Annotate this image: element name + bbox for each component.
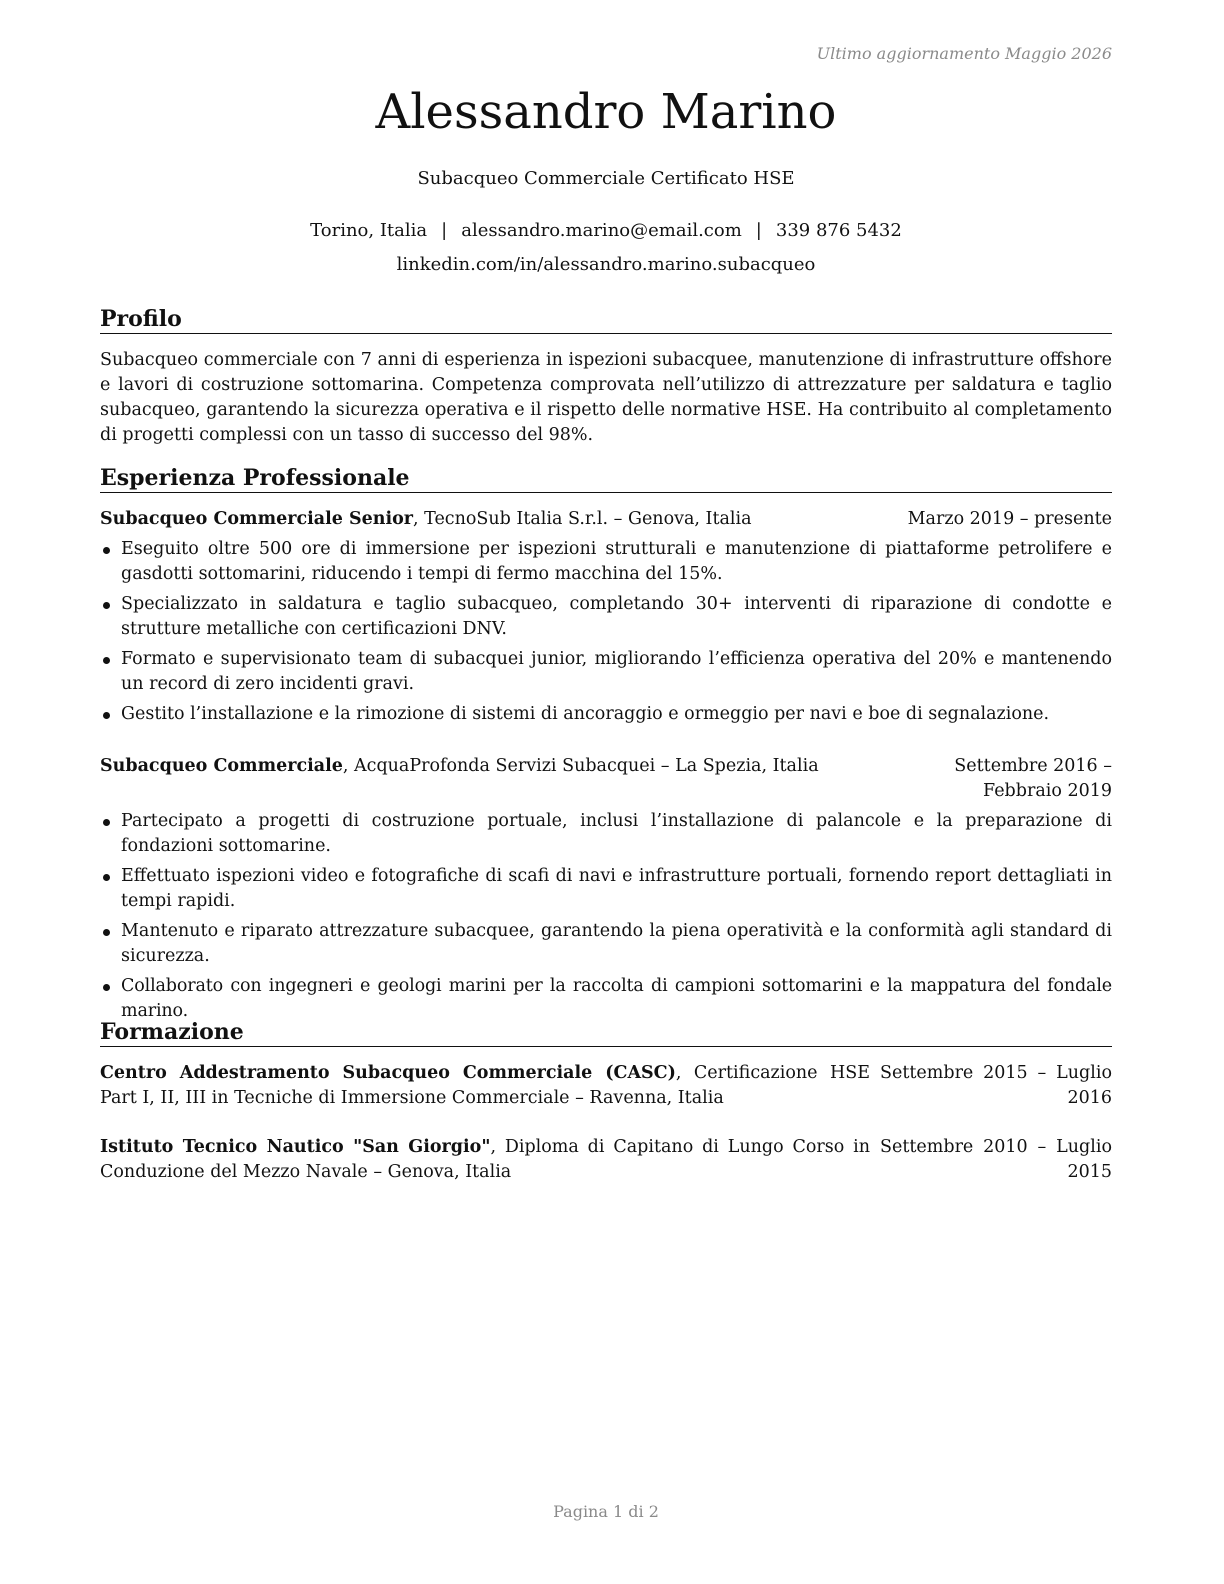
education-dates: Settembre 2010 – Luglio 2015 (880, 1137, 1112, 1182)
contact-separator: | (441, 220, 448, 241)
list-item: Mantenuto e riparato attrezzature subacquee, garantendo la piena operatività e la conformità agli standard di sicurezza. (100, 919, 1112, 969)
bullet-icon (103, 712, 110, 719)
linkedin-link[interactable]: linkedin.com/in/alessandro.marino.subacqueo (396, 254, 816, 275)
job-company: , AcquaProfonda Servizi Subacquei – La Spezia, Italia (342, 756, 819, 776)
bullet-icon (103, 657, 110, 664)
list-item: Collaborato con ingegneri e geologi marini per la raccolta di campioni sottomarini e la mappatura del fondale marino. (100, 974, 1112, 1024)
job-title-line (100, 507, 752, 532)
section-title-experience: Esperienza Professionale (100, 464, 1112, 493)
school-name: Istituto Tecnico Nautico "San Giorgio" (100, 1137, 491, 1157)
resume-page (100, 0, 1112, 1584)
list-item: Specializzato in saldatura e taglio subacqueo, completando 30+ interventi di riparazione di condotte e strutture metalliche con certificazioni DNV. (100, 592, 1112, 642)
phone-number: 339 876 5432 (775, 220, 902, 241)
bullet-icon (103, 984, 110, 991)
list-item: Eseguito oltre 500 ore di immersione per ispezioni strutturali e manutenzione di piattaforme petrolifere e gasdotti sottomarini, riducendo i tempi di fermo macchina del 15%. (100, 537, 1112, 587)
education-text (100, 1135, 870, 1185)
candidate-name: Alessandro Marino (375, 84, 837, 140)
job-title-line (100, 754, 819, 779)
candidate-title: Subacqueo Commerciale Certificato HSE (417, 168, 795, 189)
list-item: Partecipato a progetti di costruzione portuale, inclusi l’installazione di palancole e la preparazione di fondazioni sottomarine. (100, 809, 1112, 859)
section-title-education: Formazione (100, 1018, 1112, 1047)
bullet-icon (103, 602, 110, 609)
location: Torino, Italia (310, 220, 428, 241)
list-item: Effettuato ispezioni video e fotografiche di scafi di navi e infrastrutture portuali, fornendo report dettagliati in tempi rapidi. (100, 864, 1112, 914)
education-text (100, 1061, 870, 1111)
job-bullets (100, 537, 1112, 732)
job-dates: Marzo 2019 – presente (907, 509, 1112, 529)
bullet-icon (103, 929, 110, 936)
bullet-icon (103, 874, 110, 881)
contact-separator: | (755, 220, 762, 241)
degree-detail: , Certificazione HSE Part I, II, III in Tecniche di Immersione Commerciale – Ravenna, Italia (100, 1063, 870, 1108)
job-role: Subacqueo Commerciale Senior (100, 509, 413, 529)
list-item: Gestito l’installazione e la rimozione di sistemi di ancoraggio e ormeggio per navi e boe di segnalazione. (100, 702, 1112, 727)
education-dates: Settembre 2015 – Luglio 2016 (880, 1063, 1112, 1108)
page-number: Pagina 1 di 2 (553, 1502, 659, 1521)
contact-line (100, 220, 1112, 241)
job-role: Subacqueo Commerciale (100, 756, 343, 776)
section-title-profile: Profilo (100, 305, 1112, 334)
list-item: Formato e supervisionato team di subacquei junior, migliorando l’efficienza operativa del 20% e mantenendo un record di zero incidenti gravi. (100, 647, 1112, 697)
job-company: , TecnoSub Italia S.r.l. – Genova, Italia (413, 509, 752, 529)
bullet-icon (103, 819, 110, 826)
job-dates: Settembre 2016 – Febbraio 2019 (954, 756, 1112, 801)
email-link[interactable]: alessandro.marino@email.com (461, 220, 742, 241)
degree-detail: , Diploma di Capitano di Lungo Corso in Conduzione del Mezzo Navale – Genova, Italia (100, 1137, 870, 1182)
last-updated: Ultimo aggiornamento Maggio 2026 (816, 44, 1112, 63)
profile-text: Subacqueo commerciale con 7 anni di esperienza in ispezioni subacquee, manutenzione di infrastrutture offshore e lavori di costruzione sottomarina. Competenza comprovata nell’utilizzo di attrezzature per saldatura e taglio subacqueo, garantendo la sicurezza operativa e il rispetto delle normative HSE. Ha contribuito al completamento di progetti complessi con un tasso di successo del 98%. (100, 350, 1112, 445)
bullet-icon (103, 547, 110, 554)
school-name: Centro Addestramento Subacqueo Commerciale (CASC) (100, 1063, 676, 1083)
job-bullets (100, 809, 1112, 1029)
